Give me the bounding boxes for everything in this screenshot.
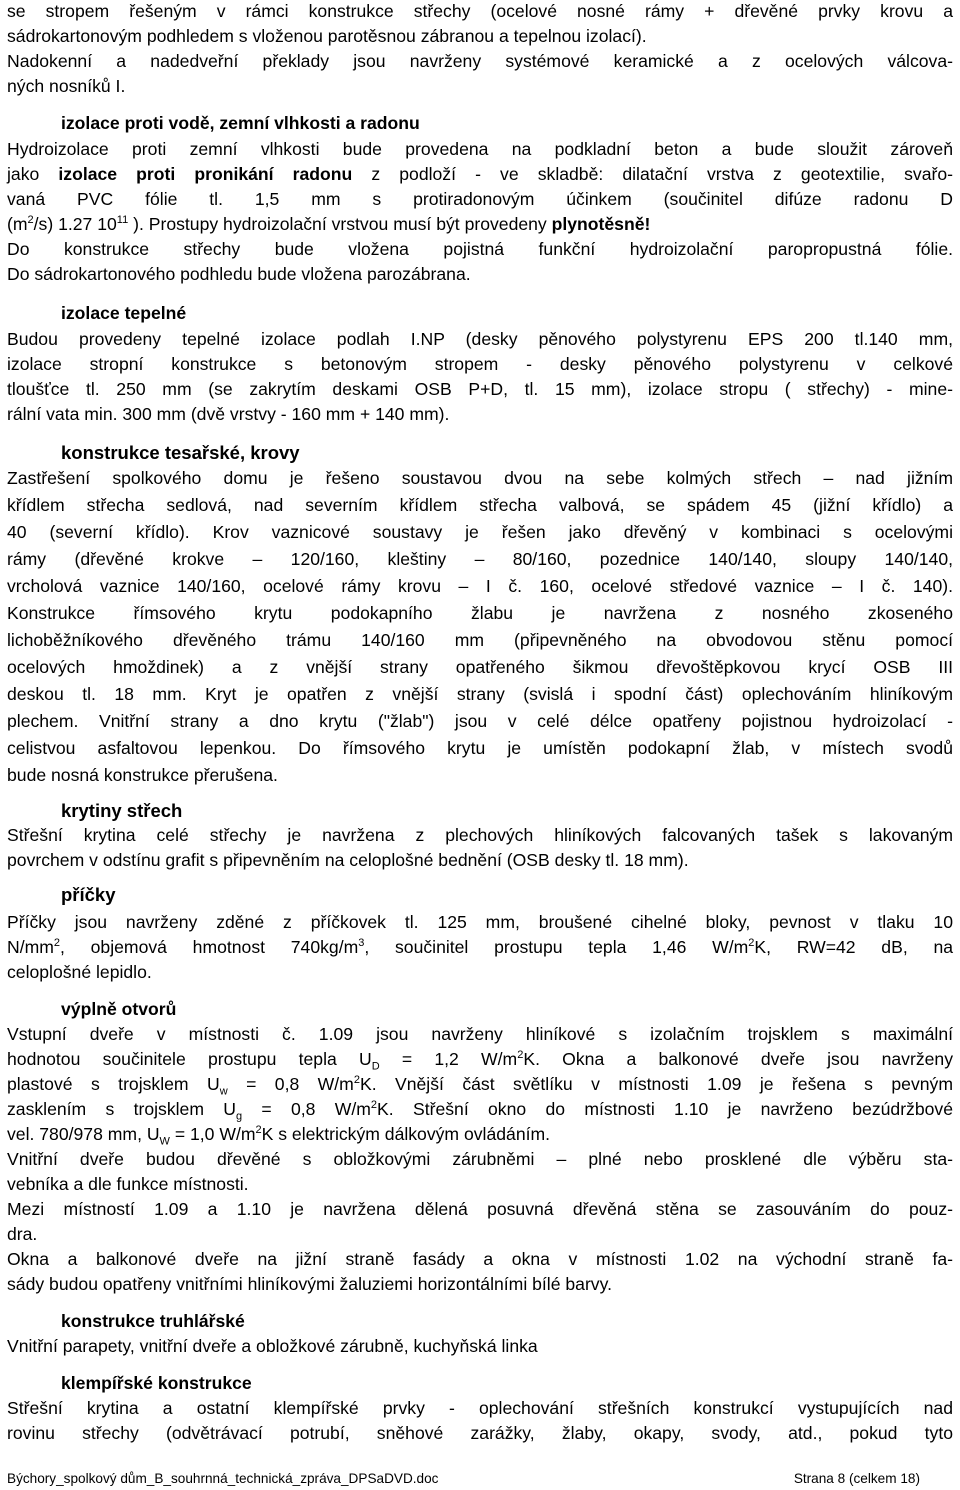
- section-heading: krytiny střech: [61, 800, 183, 821]
- text-line: křídlem střecha sedlová, nad severním křídlem střecha valbová, se spádem 45 (jižní křídlo) a: [7, 495, 953, 515]
- text-line: 40 (severní křídlo). Krov vaznicové soustavy je řešen jako dřevěný v kombinaci s ocelovými: [7, 522, 953, 542]
- text-line: sádrokartonovým podhledem s vloženou parotěsnou zábranou a tepelnou izolací).: [7, 26, 647, 46]
- text-line: vel. 780/978 mm, $U_W = 1,0$ $W/m^2K$ s elektrickým dálkovým ovládáním.: [7, 1124, 551, 1148]
- text-line: celoplošné lepidlo.: [7, 962, 152, 982]
- section-heading: klempířské konstrukce: [61, 1373, 252, 1393]
- text-line: Střešní krytina a ostatní klempířské prvky - oplechování střešních konstrukcí vystupujících nad: [7, 1398, 953, 1418]
- section-heading: příčky: [61, 884, 116, 905]
- text-line: povrchem v odstínu grafit s připevněním na celoplošné bednění (OSB desky tl. 18 mm).: [7, 850, 689, 870]
- text-line: deskou tl. 18 mm. Kryt je opatřen z vnější strany (svislá i spodní část) oplechováním hliníkovým: [7, 684, 953, 704]
- text-line: celistvou asfaltovou lepenkou. Do římsového krytu je umístěn podokapní žlab, v místech svodů: [7, 738, 953, 758]
- text-line: ocelových hmoždinek) a z vnější strany opatřeného šikmou dřevoštěpkovou krycí OSB III: [7, 657, 953, 677]
- text-line: Vnitřní dveře budou dřevěné s obložkovými zárubněmi – plné nebo prosklené dle výběru sta-: [7, 1149, 953, 1169]
- text-line: dra.: [7, 1224, 38, 1244]
- section-heading: izolace proti vodě, zemní vlhkosti a radonu: [61, 113, 420, 133]
- footer-filename: Býchory_spolkový dům_B_souhrnná_technická_zpráva_DPSaDVD.doc: [7, 1471, 439, 1486]
- text-line: Budou provedeny tepelné izolace podlah I.NP (desky pěnového polystyrenu EPS 200 tl.140 mm,: [7, 329, 953, 349]
- text-line: Nadokenní a nadedveřní překlady jsou navrženy systémové keramické a z ocelových válcova-: [7, 51, 953, 71]
- section-heading: konstrukce truhlářské: [61, 1311, 245, 1331]
- text-line: Konstrukce římsového krytu podokapního žlabu je navržena z nosného zkoseného: [7, 603, 953, 623]
- section-heading: izolace tepelné: [61, 303, 187, 323]
- text-line: rální vata min. 300 mm (dvě vrstvy - 160 mm + 140 mm).: [7, 404, 450, 424]
- text-line: izolace stropní konstrukce s betonovým stropem - desky pěnového polystyrenu v celkové: [7, 354, 953, 374]
- text-line: Mezi místností 1.09 a 1.10 je navržena dělená posuvná dřevěná stěna se zasouváním do pouz-: [7, 1199, 953, 1219]
- text-line: lichoběžníkového dřevěného trámu 140/160 mm (připevněného na obvodovou stěnu pomocí: [7, 630, 953, 650]
- text-line: bude nosná konstrukce přerušena.: [7, 765, 278, 785]
- text-line: Do konstrukce střechy bude vložena pojistná funkční hydroizolační paropropustná fólie.: [7, 239, 953, 259]
- text-line: Do sádrokartonového podhledu bude vložena parozábrana.: [7, 264, 471, 284]
- text-line: tloušťce tl. 250 mm (se zakrytím deskami OSB P+D, tl. 15 mm), izolace stropu ( střechy) - mine-: [7, 379, 953, 399]
- text-line: plechem. Vnitřní strany a dno krytu ("žlab") jsou v celé délce opatřeny pojistnou hydroizolací -: [7, 711, 953, 731]
- text-line: Okna a balkonové dveře na jižní straně fasády a okna v místnosti 1.02 na východní straně fa-: [7, 1249, 953, 1269]
- text-line: Příčky jsou navrženy zděné z příčkovek tl. 125 mm, broušené cihelné bloky, pevnost v tlaku 10: [7, 912, 953, 932]
- footer-page-number: Strana 8 (celkem 18): [793, 1471, 920, 1486]
- text-line: rovinu střechy (odvětrávací potrubí, sněhové zarážky, žlaby, okapy, svody, atd., pokud tyto: [7, 1423, 953, 1443]
- text-line: Hydroizolace proti zemní vlhkosti bude provedena na podkladní beton a bude sloužit zároveň: [7, 139, 953, 159]
- text-line: vebníka a dle funkce místnosti.: [7, 1174, 249, 1194]
- text-line: $N/mm^2$, objemová hmotnost $740kg/m^3$, součinitel prostupu tepla 1,46 $W/m^2K$, RW=42 dB, na: [7, 937, 954, 957]
- section-heading: konstrukce tesařské, krovy: [61, 442, 300, 463]
- text-line: vrcholová vaznice 140/160, ocelové rámy krovu – I č. 160, ocelové středové vaznice – I č. 140).: [7, 576, 953, 596]
- section-heading: výplně otvorů: [61, 999, 177, 1019]
- text-line: sády budou opatřeny vnitřními hliníkovými žaluziemi horizontálními bílé barvy.: [7, 1274, 612, 1294]
- text-line: Zastřešení spolkového domu je řešeno soustavou dvou na sebe kolmých střech – nad jižním: [7, 468, 953, 488]
- text-line: jako izolace proti pronikání radonu z podloží - ve skladbě: dilatační vrstva z geotextilie, svařo-: [7, 164, 954, 184]
- text-line: zasklením s trojsklem $U_g = 0,8$ $W/m^2K$. Střešní okno do místnosti 1.10 je navrženo bezúdržbové: [7, 1099, 954, 1123]
- text-line: $(m^2/s)$ 1.27 $10^{11}$ ). Prostupy hydroizolační vrstvou musí být provedeny plynotěsně!: [7, 214, 651, 234]
- text-line: hodnotou součinitele prostupu tepla $U_D = 1,2$ $W/m^2K$. Okna a balkonové dveře jsou navrženy: [7, 1049, 953, 1073]
- text-line: se stropem řešeným v rámci konstrukce střechy (ocelové nosné rámy + dřevěné prvky krovu a: [7, 1, 953, 21]
- text-line: rámy (dřevěné krokve – 120/160, kleštiny – 80/160, pozednice 140/140, sloupy 140/140,: [7, 549, 953, 569]
- text-line: Vnitřní parapety, vnitřní dveře a obložkové zárubně, kuchyňská linka: [7, 1336, 538, 1356]
- text-line: Vstupní dveře v místnosti č. 1.09 jsou navrženy hliníkové s izolačním trojsklem s maximální: [7, 1024, 953, 1044]
- text-line: plastové s trojsklem $U_w = 0,8$ $W/m^2K$. Vnější část světlíku v místnosti 1.09 je řešena s pevným: [7, 1074, 953, 1098]
- text-line: Střešní krytina celé střechy je navržena z plechových hliníkových falcovaných tašek s lakovaným: [7, 825, 953, 845]
- text-line: ných nosníků I.: [7, 76, 126, 96]
- text-line: vaná PVC fólie tl. 1,5 mm s protiradonovým účinkem (součinitel difúze radonu D: [7, 189, 953, 209]
